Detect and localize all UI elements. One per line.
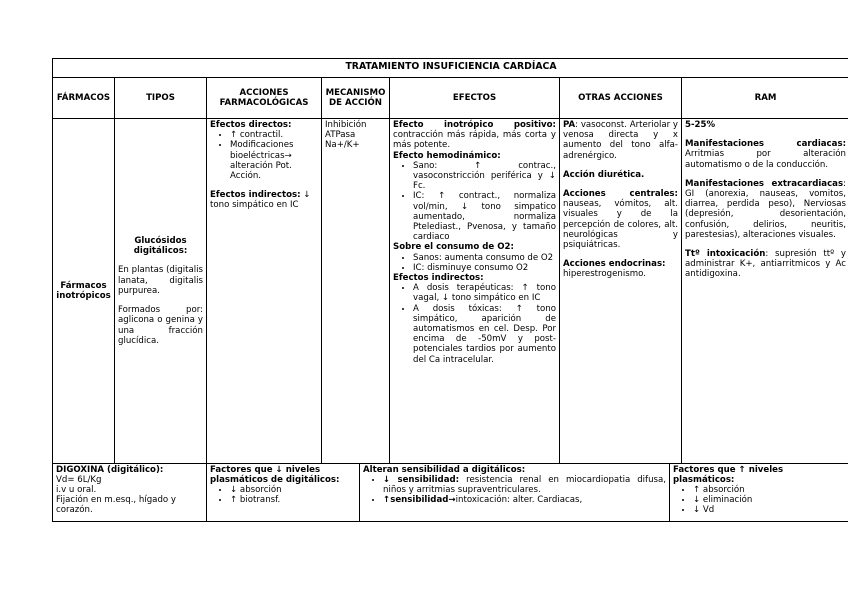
list-item: • A dosis terapéuticas: ↑ tono vagal, ↓ tono simpático en IC bbox=[413, 283, 556, 303]
indirectos-text: ↓ tono simpático en IC bbox=[210, 190, 311, 211]
cell-farmaco: Fármacos inotrópicos bbox=[53, 119, 115, 464]
mecanismo-line: Inhibición bbox=[325, 120, 367, 130]
list-item: • ↑ biotransf. bbox=[230, 495, 356, 505]
cell-mecanismo bbox=[322, 119, 390, 464]
alter-item1-label: ↓ sensibilidad: bbox=[383, 475, 460, 485]
indirectos-efectos-label: Efectos indirectos: bbox=[393, 273, 484, 284]
list-item: • Sano: ↑ contrac., vasoconstricción periférica y ↓ Fc. bbox=[413, 161, 556, 192]
alter-item1-text: resistencia renal en miocardiopatia difusa, niños y arritmias supraventriculares. bbox=[383, 475, 667, 495]
tto-text: : supresión ttº y administrar K+, antiarritmicos y Ac antidigoxina. bbox=[685, 249, 847, 280]
digoxina-title: DIGOXINA (digitálico): bbox=[56, 465, 164, 475]
list-item: • Modificaciones bioeléctricas→ alteración Pot. Acción. bbox=[230, 140, 318, 181]
alter-title: Alteran sensibilidad a digitálicos: bbox=[363, 465, 526, 475]
header-mecanismo: MECANISMO DE ACCIÓN bbox=[322, 78, 390, 119]
endocrinas-label: Acciones endocrinas: bbox=[563, 259, 666, 270]
header-efectos: EFECTOS bbox=[390, 78, 560, 119]
endocrinas-text: hiperestrogenismo. bbox=[563, 269, 646, 280]
directos-list bbox=[210, 130, 318, 181]
cell-otras bbox=[560, 119, 682, 464]
mecanismo-line: Na+/K+ bbox=[325, 140, 360, 151]
extra-text: : GI (anorexia, nauseas, vomitos, diarrea, perdida peso), Nerviosas (depresión, desorientación, confusión, delirios, neuritis, parestesias), alteraciones visuales. bbox=[685, 178, 847, 240]
cardiacas-label: Manifestaciones cardiacas: bbox=[685, 139, 847, 150]
table-title: TRATAMIENTO INSUFICIENCIA CARDÍACA bbox=[53, 59, 848, 78]
list-item bbox=[383, 495, 666, 505]
list-item: • IC: disminuye consumo O2 bbox=[413, 263, 556, 273]
cell-digoxina bbox=[53, 464, 207, 522]
indirectos-label: Efectos indirectos: bbox=[210, 190, 301, 201]
list-item: • ↓ Vd bbox=[693, 505, 846, 515]
list-item: • ↑ contractil. bbox=[230, 130, 318, 140]
tipos-heading: Glucósidos digitálicos: bbox=[133, 236, 188, 257]
header-tipos: TIPOS bbox=[115, 78, 207, 119]
cell-ram bbox=[682, 119, 848, 464]
dec-list bbox=[210, 485, 356, 505]
inc-title: Factores que ↑ niveles plasmáticos: bbox=[673, 465, 784, 485]
digoxina-line: Fijación en m.esq., hígado y corazón. bbox=[56, 495, 176, 515]
digoxina-line: i.v u oral. bbox=[56, 485, 97, 495]
tto-label: Ttº intoxicación bbox=[685, 249, 766, 260]
cell-alteran-sensibilidad bbox=[360, 464, 670, 522]
list-item: • ↓ eliminación bbox=[693, 495, 846, 505]
cell-factores-aumentan bbox=[670, 464, 848, 522]
list-item: • ↓ absorción bbox=[230, 485, 356, 495]
indirectos-list bbox=[393, 283, 556, 365]
pa-label: PA bbox=[563, 120, 576, 130]
o2-list bbox=[393, 253, 556, 273]
cell-acciones bbox=[207, 119, 322, 464]
dec-title: Factores que ↓ niveles plasmáticos de digitálicos: bbox=[210, 465, 340, 485]
list-item: • ↑ absorción bbox=[693, 485, 846, 495]
bottom-table bbox=[52, 463, 848, 522]
header-acciones: ACCIONES FARMACOLÓGICAS bbox=[207, 78, 322, 119]
inc-list bbox=[673, 485, 846, 515]
cell-tipos bbox=[115, 119, 207, 464]
extra-label: Manifestaciones extracardiacas bbox=[685, 178, 844, 189]
centrales-label: Acciones centrales: bbox=[563, 189, 678, 200]
alter-list bbox=[363, 475, 666, 505]
tipos-p1: En plantas (digitalis lanata, digitalis purpurea. bbox=[118, 265, 203, 296]
list-item: • A dosis tóxicas: ↑ tono simpático, aparición de automatismos en cel. Desp. Por encima de -50mV y post-potenciales tardios por aumento del Ca intracelular. bbox=[413, 304, 556, 365]
ino-text: contracción más rápida, más corta y más potente. bbox=[393, 130, 556, 151]
header-ram: RAM bbox=[682, 78, 848, 119]
alter-item2-text: intoxicación: alter. Cardiacas, bbox=[455, 495, 583, 505]
cell-factores-disminuyen bbox=[207, 464, 360, 522]
tipos-p2: Formados por: aglicona o genina y una fracción glucídica. bbox=[118, 305, 203, 346]
list-item: • IC: ↑ contract., normaliza vol/min, ↓ tono simpatico aumentado, normaliza Ptelediast., Pvenosa, y tamaño cardiaco bbox=[413, 191, 556, 242]
digoxina-line: Vd= 6L/Kg bbox=[56, 475, 102, 485]
cell-efectos bbox=[390, 119, 560, 464]
header-otras: OTRAS ACCIONES bbox=[560, 78, 682, 119]
mecanismo-line: ATPasa bbox=[325, 130, 356, 141]
cardiacas-text: Arritmias por alteración automatismo o de la conducción. bbox=[685, 149, 847, 170]
directos-title: Efectos directos: bbox=[210, 120, 292, 130]
ram-pct: 5-25% bbox=[685, 120, 716, 130]
hemo-list bbox=[393, 161, 556, 243]
ino-label: Efecto inotrópico positivo: bbox=[393, 120, 556, 130]
centrales-text: nauseas, vómitos, alt. visuales y de la percepción de colores, alt. neurológicas y psiquiátricas. bbox=[563, 199, 678, 251]
diuretica: Acción diurética. bbox=[563, 169, 645, 180]
list-item bbox=[383, 475, 666, 495]
hemo-label: Efecto hemodinámico: bbox=[393, 150, 501, 161]
main-table bbox=[52, 58, 848, 464]
o2-label: Sobre el consumo de O2: bbox=[393, 242, 514, 253]
list-item: • Sanos: aumenta consumo de O2 bbox=[413, 253, 556, 263]
document bbox=[52, 58, 848, 538]
header-farmacos: FÁRMACOS bbox=[53, 78, 115, 119]
alter-item2-label: ↑sensibilidad→ bbox=[383, 495, 456, 505]
pa-text: : vasoconst. Arteriolar y venosa directa y x aumento del tono alfa-adrenérgico. bbox=[563, 120, 678, 161]
